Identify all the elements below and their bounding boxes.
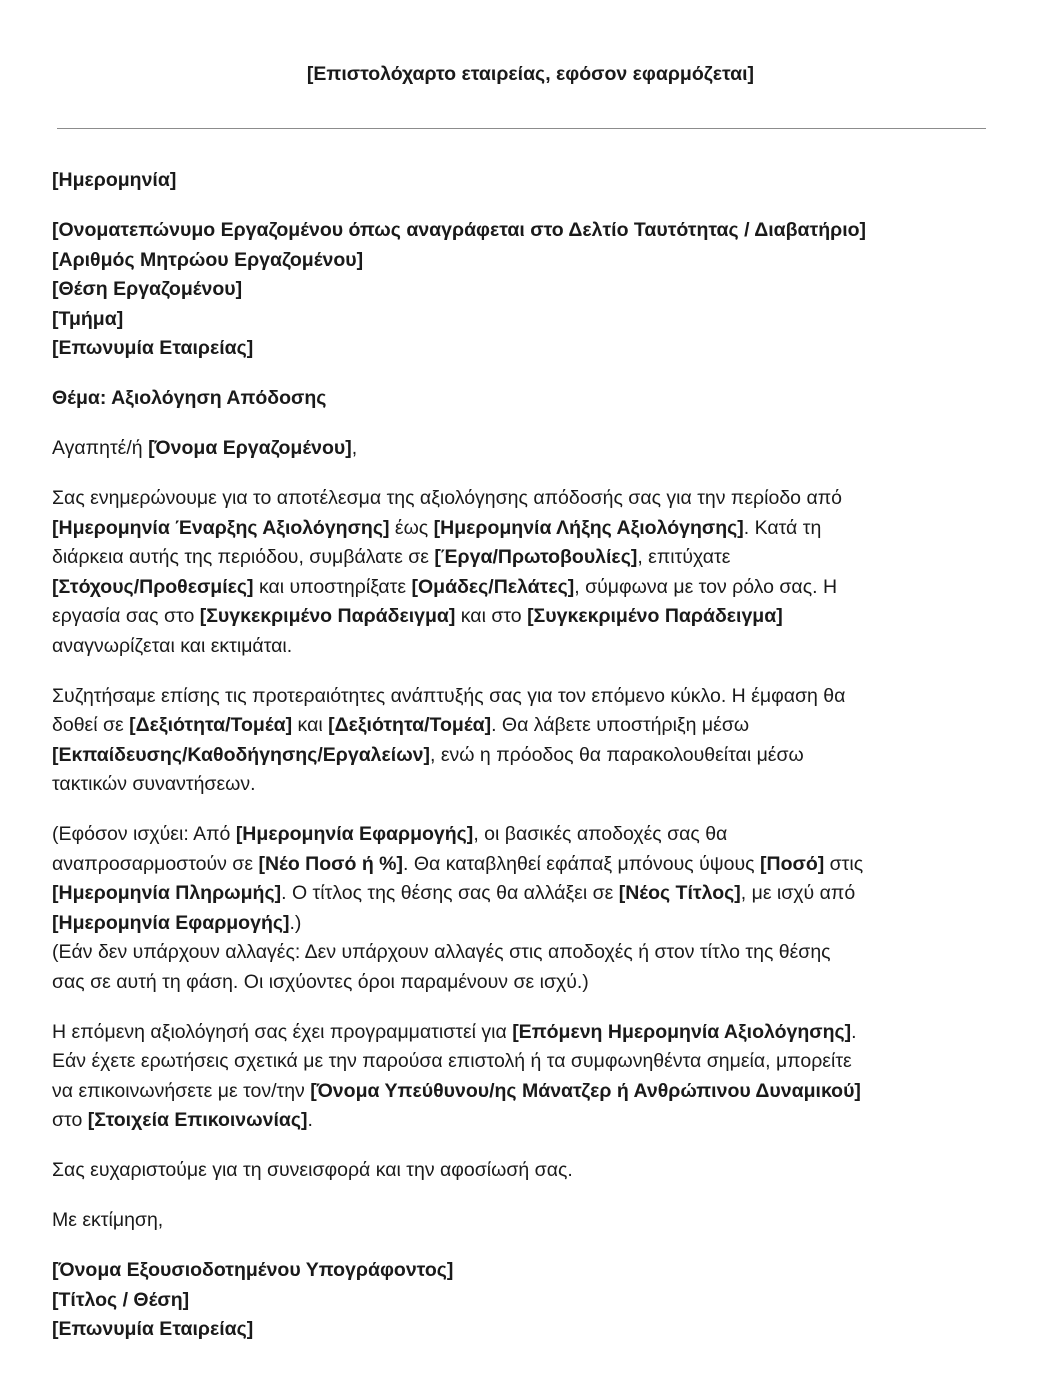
placeholder-field: [Ομάδες/Πελάτες] [411,575,575,598]
text-run: Συζητήσαμε επίσης τις προτεραιότητες ανάπτυξής σας για τον επόμενο κύκλο. Η έμφαση θα [52,684,846,707]
text-line [52,820,992,850]
text-line [52,514,992,544]
signature-block [52,1256,992,1345]
recipient-company: [Επωνυμία Εταιρείας] [52,337,254,359]
placeholder-field: [Δεξιότητα/Τομέα] [129,714,293,736]
paragraph-next-review [52,1018,992,1136]
subject-text: Θέμα: Αξιολόγηση Απόδοσης [52,387,327,409]
subject-line [52,384,992,414]
placeholder-field: [Στοιχεία Επικοινωνίας] [87,1109,308,1131]
text-run: αναγνωρίζεται και εκτιμάται. [52,634,293,657]
recipient-employee-id: [Αριθμός Μητρώου Εργαζομένου] [52,248,364,271]
placeholder-field: [Ημερομηνία Έναρξης Αξιολόγησης] [52,516,390,539]
paragraph-evaluation-result [52,484,992,661]
greeting-name: [Όνομα Εργαζομένου] [148,437,352,459]
closing-text: Με εκτίμηση, [52,1209,164,1231]
text-run: στο [52,1109,88,1131]
text-line [52,682,992,712]
letterhead-placeholder: [Επιστολόχαρτο εταιρείας, εφόσον εφαρμόζεται] [306,63,755,85]
paragraph-development [52,682,992,800]
text-line [52,1106,992,1136]
text-line [52,850,992,880]
text-run: . Ο τίτλος της θέσης σας θα αλλάξει σε [281,882,619,904]
text-run: Σας ενημερώνουμε για το αποτέλεσμα της αξιολόγησης απόδοσής σας για την περίοδο από [52,487,843,509]
text-run: δοθεί σε [52,714,130,736]
text-run: , ενώ η πρόοδος θα παρακολουθείται μέσω [430,743,804,766]
text-line [52,909,992,939]
text-run: , οι βασικές αποδοχές σας θα [473,823,728,845]
recipient-block [52,216,992,364]
text-run: και υποστηρίξατε [253,575,412,598]
text-run: .) [289,911,302,934]
text-run: και [292,714,329,736]
text-line [52,1018,992,1048]
placeholder-field: [Νέο Ποσό ή %] [258,852,403,875]
placeholder-field: [Δεξιότητα/Τομέα] [328,714,492,736]
placeholder-field: [Στόχους/Προθεσμίες] [52,575,254,598]
text-line [52,602,992,632]
text-run: αναπροσαρμοστούν σε [52,852,259,875]
thanks-line [52,1156,992,1186]
text-line [52,573,992,603]
text-run: (Εφόσον ισχύει: Από [52,823,236,845]
text-line [52,968,992,998]
text-run: Η επόμενη αξιολόγησή σας έχει προγραμματιστεί για [52,1020,513,1043]
signatory-title: [Τίτλος / Θέση] [52,1288,190,1311]
text-run: . [851,1020,857,1043]
text-run: . Κατά τη [743,516,822,539]
text-run: . Θα λάβετε υποστήριξη μέσω [491,714,750,736]
text-line [52,1077,992,1107]
recipient-position: [Θέση Εργαζομένου] [52,278,243,300]
text-line [52,938,992,968]
placeholder-field: [Ημερομηνία Λήξης Αξιολόγησης] [433,516,744,539]
text-run: . Θα καταβληθεί εφάπαξ μπόνους ύψους [403,852,760,875]
text-line [52,1047,992,1077]
header-divider [57,128,986,129]
text-line [52,484,992,514]
placeholder-field: [Συγκεκριμένο Παράδειγμα] [199,605,456,627]
text-run: τακτικών συναντήσεων. [52,773,256,795]
text-run: , με ισχύ από [740,882,856,904]
signatory-name: [Όνομα Εξουσιοδοτημένου Υπογράφοντος] [52,1259,454,1281]
recipient-full-name: [Ονοματεπώνυμο Εργαζομένου όπως αναγράφεται στο Δελτίο Ταυτότητας / Διαβατήριο] [52,219,867,241]
placeholder-field: [Ημερομηνία Πληρωμής] [52,882,282,904]
text-run: , σύμφωνα με τον ρόλο σας. Η [574,575,838,598]
placeholder-field: [Επόμενη Ημερομηνία Αξιολόγησης] [512,1020,852,1043]
text-run: Εάν έχετε ερωτήσεις σχετικά με την παρούσα επιστολή ή τα συμφωνηθέντα σημεία, μπορείτε [52,1050,852,1072]
date-placeholder: [Ημερομηνία] [52,169,177,191]
date-line [52,166,992,196]
placeholder-field: [Όνομα Υπεύθυνου/ης Μάνατζερ ή Ανθρώπινου Δυναμικού] [310,1079,861,1102]
placeholder-field: [Ημερομηνία Εφαρμογής] [52,911,290,934]
recipient-department: [Τμήμα] [52,307,124,330]
greeting-prefix: Αγαπητέ/ή [52,437,149,459]
paragraph-compensation-changes [52,820,992,997]
text-run: έως [389,516,434,539]
thanks-text: Σας ευχαριστούμε για τη συνεισφορά και την αφοσίωσή σας. [52,1159,573,1181]
text-run: στις [824,852,864,875]
text-run: , επιτύχατε [637,546,731,568]
text-run: . [307,1109,313,1131]
text-line [52,879,992,909]
text-line [52,711,992,741]
signatory-company: [Επωνυμία Εταιρείας] [52,1318,254,1340]
placeholder-field: [Ημερομηνία Εφαρμογής] [235,823,474,845]
text-run: και στο [455,605,528,627]
text-run: διάρκεια αυτής της περιόδου, συμβάλατε σε [52,546,435,568]
closing-line [52,1206,992,1236]
text-run: να επικοινωνήσετε με τον/την [52,1079,311,1102]
text-line [52,632,992,662]
placeholder-field: [Νέος Τίτλος] [618,882,741,904]
placeholder-field: [Έργα/Πρωτοβουλίες] [434,546,638,568]
text-line [52,770,992,800]
text-run: εργασία σας στο [52,605,200,627]
letter-body [52,166,992,1345]
greeting-line [52,434,992,464]
text-line [52,543,992,573]
placeholder-field: [Εκπαίδευσης/Καθοδήγησης/Εργαλείων] [52,743,431,766]
text-run: (Εάν δεν υπάρχουν αλλαγές: Δεν υπάρχουν αλλαγές στις αποδοχές ή στον τίτλο της θέσης [52,941,831,963]
placeholder-field: [Συγκεκριμένο Παράδειγμα] [527,605,783,627]
text-line [52,741,992,771]
text-run: σας σε αυτή τη φάση. Οι ισχύοντες όροι παραμένουν σε ισχύ.) [52,970,589,993]
greeting-suffix: , [351,437,358,459]
placeholder-field: [Ποσό] [760,852,825,875]
